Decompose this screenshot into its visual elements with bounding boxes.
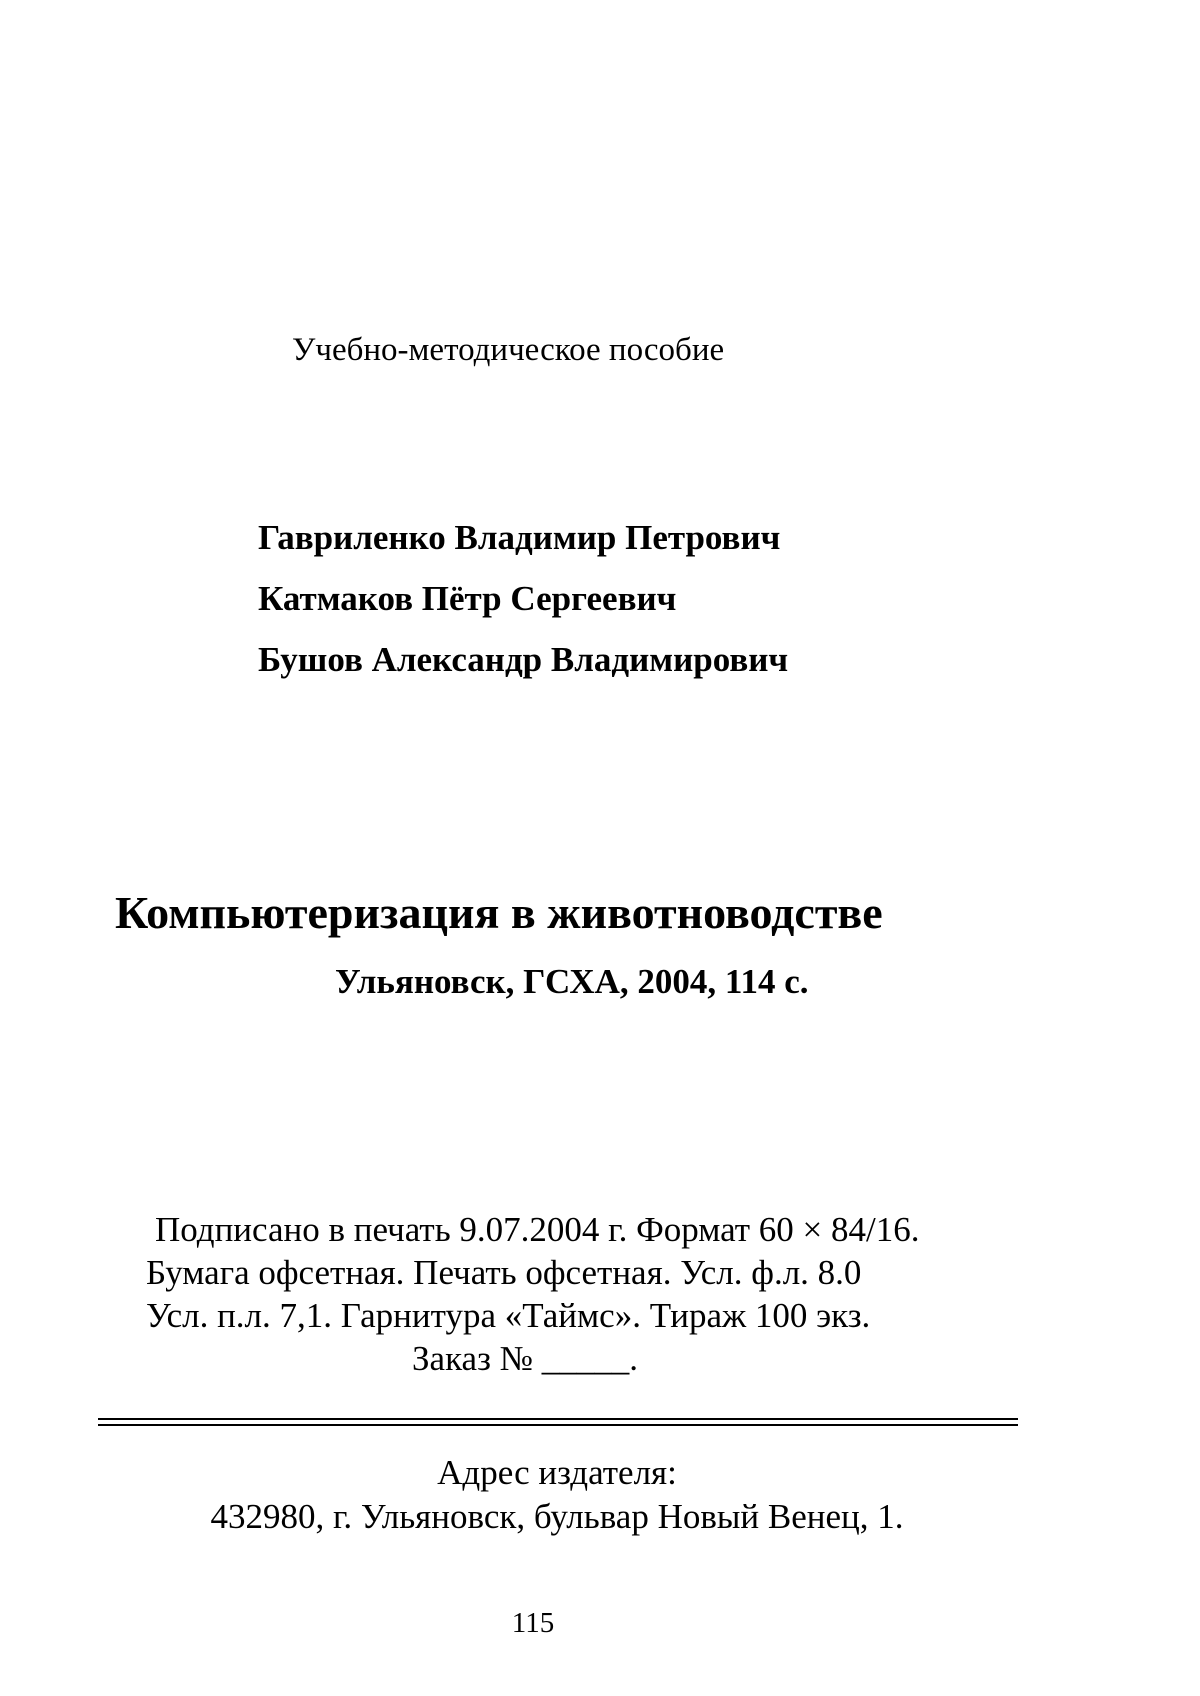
imprint-line: Подписано в печать 9.07.2004 г. Формат 60 × 84/16.	[155, 1210, 920, 1249]
page-number: 115	[511, 1607, 555, 1639]
document-title: Компьютеризация в животноводстве	[115, 887, 883, 938]
double-rule-bottom	[98, 1424, 1018, 1426]
double-rule-top	[98, 1418, 1018, 1420]
imprint-line: Усл. п.л. 7,1. Гарнитура «Таймс». Тираж 100 экз.	[146, 1296, 871, 1335]
publisher-address-label: Адрес издателя:	[437, 1453, 677, 1492]
order-number-line: Заказ № _____.	[412, 1339, 639, 1378]
document-subtitle: Учебно-методическое пособие	[292, 332, 725, 368]
author-name: Бушов Александр Владимирович	[258, 640, 789, 679]
imprint-line: Бумага офсетная. Печать офсетная. Усл. ф.л. 8.0	[146, 1253, 862, 1292]
publisher-address: 432980, г. Ульяновск, бульвар Новый Венец, 1.	[210, 1497, 904, 1536]
publication-info: Ульяновск, ГСХА, 2004, 114 с.	[335, 962, 809, 1001]
author-name: Гавриленко Владимир Петрович	[258, 518, 781, 557]
author-name: Катмаков Пётр Сергеевич	[258, 579, 677, 618]
